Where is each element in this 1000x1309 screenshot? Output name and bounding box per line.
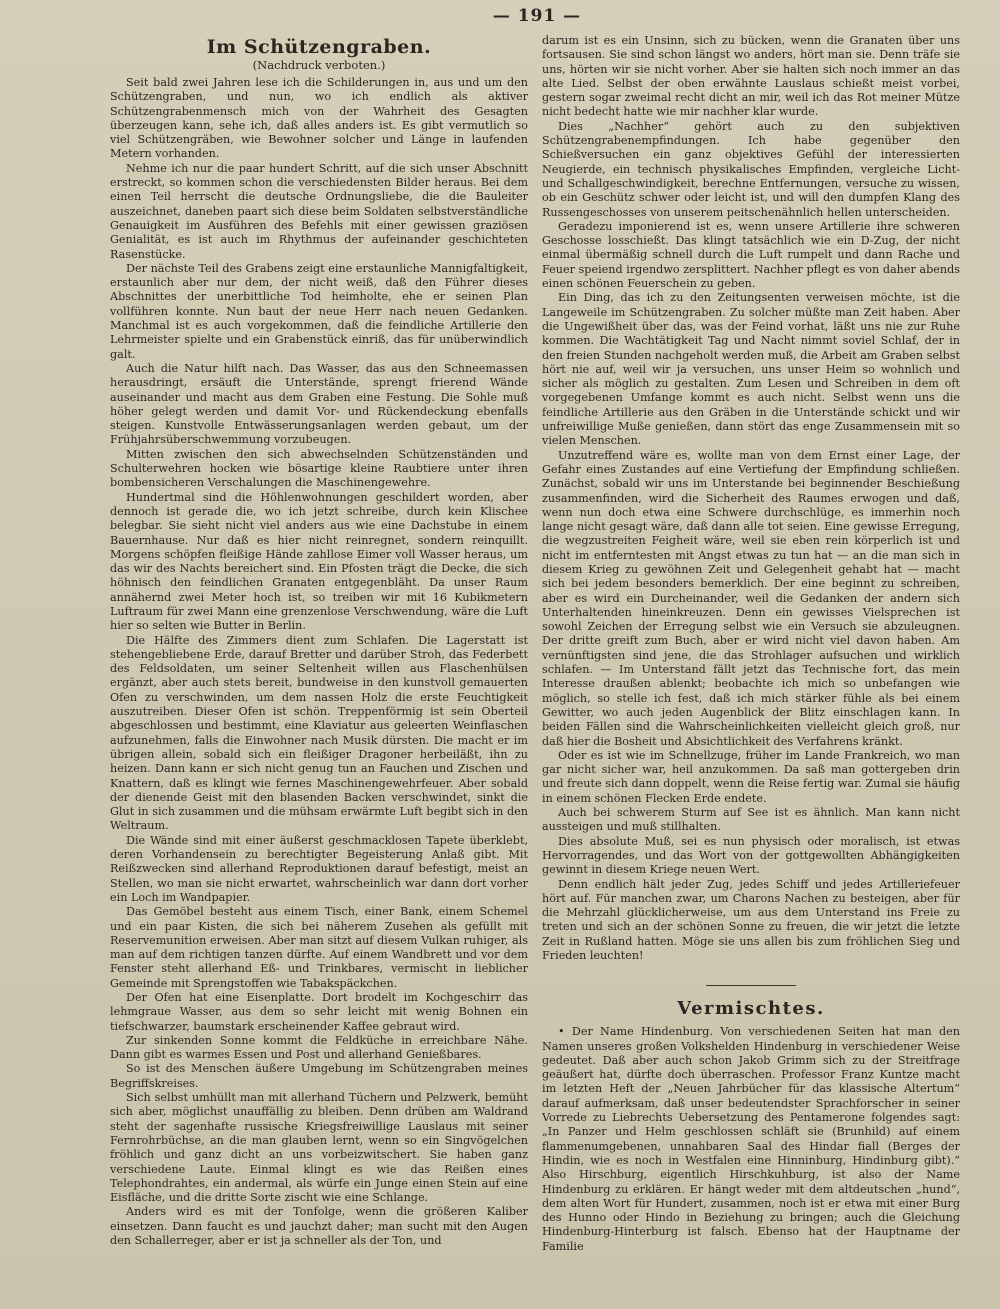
- paragraph: So ist des Menschen äußere Umgebung im Schützengraben meines Begriffskreises.: [110, 1062, 528, 1090]
- paragraph: Sich selbst umhüllt man mit allerhand Tüchern und Pelzwerk, bemüht sich aber, möglichst unauffällig zu bleiben. Denn drüben am Waldrand steht der sagenhafte russische Kriegsfreiwillige Lauslaus mit seiner Fernrohrbüchse, an die man glauben lernt, wenn so ein Singvögelchen fröhlich und ganz dicht an uns vorbeizwitschert. Sie haben ganz verschiedene Laute. Einmal klingt es wie das Reißen eines Telephondrahtes, ein andermal, als würfe ein Junge einen Stein auf eine Eisfläche, und die dritte Sorte zischt wie eine Schlange.: [110, 1091, 528, 1205]
- article-subtitle: (Nachdruck verboten.): [252, 58, 386, 72]
- paragraph: Auch bei schwerem Sturm auf See ist es ähnlich. Man kann nicht aussteigen und muß stillhalten.: [542, 806, 960, 834]
- page-number: — 191 —: [492, 6, 582, 26]
- paragraph: Das Gemöbel besteht aus einem Tisch, einer Bank, einem Schemel und ein paar Kisten, die sich bei näherem Zusehen als gefüllt mit Reservemunition erweisen. Aber man sitzt auf diesem Vulkan ruhiger, als man auf dem richtigen tanzen dürfte. Auf einem Wandbrett und vor dem Fenster steht allerhand Eß- und Trinkbares, vermischt in lieblicher Gemeinde mit Sprengstoffen wie Tabakspäckchen.: [110, 905, 528, 990]
- paragraph: Oder es ist wie im Schnellzuge, früher im Lande Frankreich, wo man gar nicht sicher war, heil anzukommen. Da saß man gottergeben drin und freute sich dann doppelt, wenn die Reise fertig war. Zumal sie häufig in einem schönen Flecken Erde endete.: [542, 748, 960, 805]
- paragraph: Denn endlich hält jeder Zug, jedes Schiff und jedes Artilleriefeuer hört auf. Für manchen zwar, um Charons Nachen zu besteigen, aber für die Mehrzahl glücklicherweise, um aus dem Unterstand ins Freie zu treten und sich an der schönen Sonne zu freuen, die wir jetzt die letzte Zeit in Rußland hatten. Möge sie uns allen bis zum fröhlichen Sieg und Frieden leuchten!: [542, 877, 960, 962]
- column-left: [110, 34, 528, 1254]
- paragraph: Dies absolute Muß, sei es nun physisch oder moralisch, ist etwas Hervorragendes, und das Wort von der gottgewollten Abhängigkeiten gewinnt in diesem Kriege neuen Wert.: [542, 834, 960, 877]
- paragraph: • Der Name Hindenburg. Von verschiedenen Seiten hat man den Namen unseres großen Volkshelden Hindenburg in verschiedener Weise gedeutet. Daß aber auch schon Jakob Grimm sich zu der Streitfrage geäußert hat, dürfte doch überraschen. Professor Franz Kuntze macht im letzten Heft der „Neuen Jahrbücher für das klassische Altertum“ darauf aufmerksam, daß unser bedeutendster Sprachforscher in seiner Vorrede zu Liebrechts Uebersetzung des Pentamerone folgendes sagt: „In Panzer und Helm geschlossen schläft sie (Brunhild) auf einem flammenumgebenen, unnahbaren Saal des Hindar fiall (Berges der Hindin, wie es noch in Westfalen eine Hinninburg, Hindinburg gibt).“ Also Hirschburg, eigentlich Hirschkuhburg, ist also der Name Hindenburg zu erklären. Er hängt weder mit dem altdeutschen „hund“, dem alten Wort für Hundert, zusammen, noch ist er etwa mit einer Burg des Hunno oder Hindo in Beziehung zu bringen; auch die Gleichung Hindenburg-Hinterburg ist falsch. Ebenso hat der Hauptname der Familie: [542, 1025, 960, 1253]
- section-title: Vermischtes.: [677, 998, 825, 1020]
- paragraph: Geradezu imponierend ist es, wenn unsere Artillerie ihre schweren Geschosse losschießt. Das klingt tatsächlich wie ein D-Zug, der nicht einmal übermäßig schnell durch die Luft rumpelt und dann Rache und Feuer speiend irgendwo zersplittert. Nachher pflegt es von daher abends einen schönen Feuerschein zu geben.: [542, 219, 960, 291]
- paragraph: Unzutreffend wäre es, wollte man von dem Ernst einer Lage, der Gefahr eines Zustandes auf eine Vertiefung der Empfindung schließen. Zunächst, sobald wir uns im Unterstande bei beginnender Beschießung zusammenfinden, wird die Sicherheit des Raumes erwogen und daß, wenn nun doch etwa eine Schwere durchschlüge, es immerhin noch lange nicht gesagt wäre, daß dann alle tot seien. Eine gewisse Erregung, die wegzustreiten Feigheit wäre, weil sie eben rein körperlich ist und nicht im entferntesten mit Angst etwas zu tun hat — an die man sich in diesem Krieg zu gewöhnen Zeit und Gelegenheit gehabt hat — macht sich bei jedem besonders bemerklich. Der eine beginnt zu schreiben, aber es wird ein Durcheinander, weil die Gedanken der andern sich Unterhaltenden hineinkreuzen. Denn ein gewisses Vielsprechen ist sowohl Zeichen der Erregung selbst wie ein Versuch sie abzuleugnen. Der dritte greift zum Buch, aber er wird nicht viel davon haben. Am vernünftigsten sind jene, die das Strohlager aufsuchen und wirklich schlafen. — Im Unterstand fällt jetzt das Technische fort, das mein Interesse draußen ablenkt; beobachte ich mich so unbefangen wie möglich, so stelle ich fest, daß ich mich stärker fühle als bei einem Gewitter, wo auch jeden Augenblick der Blitz einschlagen kann. In beiden Fällen sind die Wahrscheinlichkeiten vielleicht gleich groß, nur daß hier die Bosheit und Absichtlichkeit des Verfahrens kränkt.: [542, 448, 960, 748]
- paragraph: Der Ofen hat eine Eisenplatte. Dort brodelt im Kochgeschirr das lehmgraue Wasser, aus dem so sehr leicht mit wenig Bohnen ein tiefschwarzer, baumstark erscheinender Kaffee gebraut wird.: [110, 991, 528, 1033]
- paragraph: Der nächste Teil des Grabens zeigt eine erstaunliche Mannigfaltigkeit, erstaunlich aber nur dem, der nicht weiß, daß den Führer dieses Abschnittes der unerbittliche Tod heimholte, ehe er seinen Plan vollführen konnte. Nun baut der neue Herr nach neuen Gedanken. Manchmal ist es auch vorgekommen, daß die feindliche Artillerie den Lehrmeister spielte und ein Grabenstück einriß, das für unüberwindlich galt.: [110, 261, 528, 361]
- paragraph: Nehme ich nur die paar hundert Schritt, auf die sich unser Abschnitt erstreckt, so kommen schon die verschiedensten Bilder heraus. Bei dem einen Teil herrscht die deutsche Ordnungsliebe, die die Bauleiter auszeichnet, daneben paart sich diese beim Soldaten selbstverständliche Genauigkeit im Ausführen des Befehls mit einer gewissen graziösen Genialität, es ist auch im Rhythmus der aufeinander geschichteten Rasenstücke.: [110, 161, 528, 261]
- paragraph: Auch die Natur hilft nach. Das Wasser, das aus den Schneemassen herausdringt, ersäuft die Unterstände, sprengt frierend Wände auseinander und macht aus dem Graben eine Festung. Die Sohle muß höher gelegt werden und damit Vor- und Rückendeckung ebenfalls steigen. Kunstvolle Entwässerungsanlagen werden gebaut, um der Frühjahrsüberschwemmung vorzubeugen.: [110, 361, 528, 447]
- paragraph: Dies „Nachher“ gehört auch zu den subjektiven Schützengrabenempfindungen. Ich habe gegenüber den Schießversuchen ein ganz objektives Gefühl der interessierten Neugierde, ein technisch physikalisches Empfinden, vergleiche Licht- und Schallgeschwindigkeit, berechne Entfernungen, versuche zu wissen, ob ein Geschütz schwer oder leicht ist, und will den dumpfen Klang des Russengeschosses von unserem peitschenähnlich hellen unterscheiden.: [542, 119, 960, 219]
- paragraph: Mitten zwischen den sich abwechselnden Schützenständen und Schulterwehren hocken wie bösartige kleine Raubtiere unter ihren bombensicheren Verschalungen die Maschinengewehre.: [110, 447, 528, 490]
- paragraph: Die Hälfte des Zimmers dient zum Schlafen. Die Lagerstatt ist stehengebliebene Erde, darauf Bretter und darüber Stroh, das Federbett des Feldsoldaten, um seiner Seltenheit willen aus Flaschenhülsen ergänzt, aber auch stets bereit, bundweise in den kunstvoll gemauerten Ofen zu verschwinden, um dem nassen Holz die erste Feuchtigkeit auszutreiben. Dieser Ofen ist schön. Treppenförmig ist sein Oberteil abgeschlossen und bestimmt, eine Klaviatur aus geleerten Weinflaschen aufzunehmen, falls die Einwohner nach Musik dürsten. Die macht er im übrigen allein, sobald sich ein fleißiger Dragoner herbeiläßt, ihn zu heizen. Dann kann er sich nicht genug tun an Fauchen und Zischen und Knattern, daß es klingt wie fernes Maschinengewehrfeuer. Aber sobald der dienende Geist mit den blasenden Backen verschwindet, sinkt die Glut in sich zusammen und die mühsam erwärmte Luft begibt sich in den Weltraum.: [110, 633, 528, 833]
- section-divider: [706, 985, 796, 986]
- article-title: Im Schützengraben.: [206, 36, 432, 58]
- paragraph: Zur sinkenden Sonne kommt die Feldküche in erreichbare Nähe. Dann gibt es warmes Essen und Post und allerhand Genießbares.: [110, 1033, 528, 1062]
- columns: [110, 34, 964, 1254]
- column-right: [542, 34, 960, 1254]
- paragraph: Hundertmal sind die Höhlenwohnungen geschildert worden, aber dennoch ist gerade die, wo ich jetzt schreibe, durch kein Klischee belegbar. Sie sieht nicht viel anders aus wie eine Dachstube in einem Bauernhause. Nur daß es hier nicht reinregnet, sondern reinquillt. Morgens schöpfen fleißige Hände zahllose Eimer voll Wasser heraus, um das wir des Nachts bereichert sind. Ein Pfosten trägt die Decke, die sich höhnisch den feindlichen Granaten entgegenbläht. Da unser Raum annähernd zwei Meter hoch ist, so treiben wir mit 16 Kubikmetern Luftraum für zwei Mann eine grenzenlose Verschwendung, wäre die Luft hier so selten wie Butter in Berlin.: [110, 490, 528, 633]
- paragraph: darum ist es ein Unsinn, sich zu bücken, wenn die Granaten über uns fortsausen. Sie sind schon längst wo anders, hört man sie. Denn träfe sie uns, hörten wir sie nicht vorher. Aber sie halten sich noch immer an das alte Lied. Selbst der oben erwähnte Lauslaus schießt meist vorbei, gestern sogar zweimal recht dicht an mir, weil ich das Rot meiner Mütze nicht bedecht hatte wie mir nachher klar wurde.: [542, 34, 960, 119]
- paragraph: Ein Ding, das ich zu den Zeitungsenten verweisen möchte, ist die Langeweile im Schützengraben. Zu solcher müßte man Zeit haben. Aber die Ungewißheit über das, was der Feind vorhat, läßt uns nie zur Ruhe kommen. Die Wachtätigkeit Tag und Nacht nimmt soviel Schlaf, der in den freien Stunden nachgeholt werden muß, die Arbeit am Graben selbst hört nie auf, weil wir ja versuchen, uns unser Heim so wohnlich und sicher als möglich zu gestalten. Zum Lesen und Schreiben in dem oft vorgegebenen Umfange kommt es auch nicht. Selbst wenn uns die feindliche Artillerie aus den Gräben in die Unterstände schickt und wir unfreiwillige Muße genießen, dann stört das enge Zusammensein mit so vielen Menschen.: [542, 291, 960, 448]
- paragraph: Seit bald zwei Jahren lese ich die Schilderungen in, aus und um den Schützengraben, und nun, wo ich endlich als aktiver Schützengrabenmensch mich von der Wahrheit des Gesagten überzeugen kann, sehe ich, daß alles anders ist. Es gibt vermutlich so viel Schützengräben, wie Bewohner solcher und Länge in laufenden Metern vorhanden.: [110, 76, 528, 161]
- paragraph: Anders wird es mit der Tonfolge, wenn die größeren Kaliber einsetzen. Dann faucht es und jauchzt daher; man sucht mit den Augen den Schallerreger, aber er ist ja schneller als der Ton, und: [110, 1205, 528, 1248]
- paragraph: Die Wände sind mit einer äußerst geschmacklosen Tapete überklebt, deren Vorhandensein zu berechtigter Begeisterung Anlaß gibt. Mit Reißzwecken sind allerhand Reproduktionen darauf befestigt, meist an Stellen, wo man sie nicht erwartet, wahrscheinlich war dann dort vorher ein Loch im Wandpapier.: [110, 833, 528, 904]
